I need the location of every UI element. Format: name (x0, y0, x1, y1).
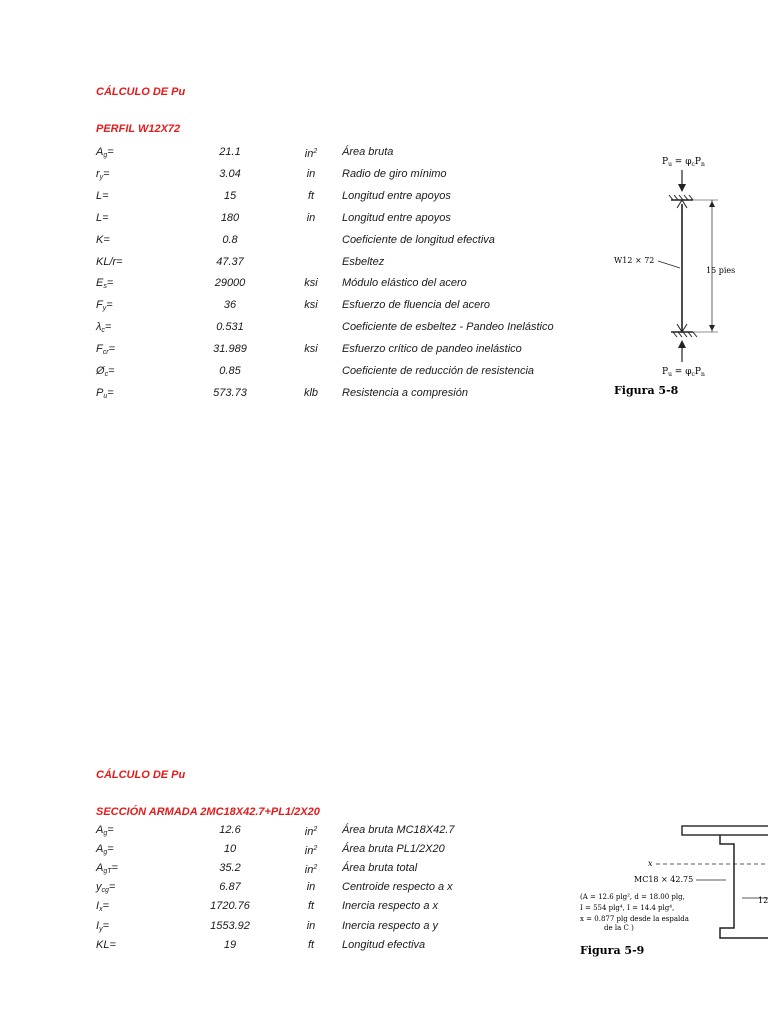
description-cell: Resistencia a compresión (342, 386, 468, 399)
table-row (0, 143, 600, 161)
value-cell: 21.1 (219, 146, 241, 158)
symbol-cell: $F_y=$ (96, 299, 113, 313)
value-cell: 31.989 (213, 343, 247, 356)
unit-cell: ft (307, 938, 315, 951)
description-cell: Longitud entre apoyos (342, 211, 451, 224)
unit-cell: $in^2$ (304, 826, 318, 838)
description-cell: Longitud entre apoyos (342, 189, 451, 202)
figure2-caption: Figura 5-9 (580, 944, 645, 957)
figure1-member-label: W12 × 72 (614, 256, 655, 265)
description-cell: Centroide respecto a x (342, 881, 453, 894)
symbol-cell: KL= (96, 938, 116, 951)
value-cell: 0.8 (222, 233, 238, 246)
symbol-cell: $F_{cr}=$ (96, 343, 116, 357)
description-cell: Longitud efectiva (342, 938, 426, 951)
unit-cell: in (306, 211, 316, 224)
value-cell: 6.87 (219, 881, 241, 894)
value-cell: 19 (223, 938, 237, 951)
table-row (0, 384, 600, 402)
section2-subtitle: SECCIÓN ARMADA 2MC18X42.7+PL1/2X20 (96, 806, 320, 818)
description-cell: Coeficiente de esbeltez - Pandeo Inelástico (342, 321, 554, 334)
symbol-cell: $\lambda_c=$ (96, 321, 112, 335)
value-cell: 12.6 (219, 824, 241, 836)
symbol-cell: $E_s=$ (96, 277, 114, 291)
section1-title: CÁLCULO DE Pu (96, 86, 186, 98)
table-row (0, 840, 600, 858)
unit-cell: ksi (304, 299, 318, 312)
figure1-caption: Figura 5-8 (614, 384, 679, 397)
figure1-top-label: $P_u = \varphi_cP_n$ (662, 157, 705, 168)
unit-cell: in (306, 919, 316, 932)
description-cell: Área bruta total (342, 862, 418, 875)
figure2-axis-label: x (648, 859, 653, 868)
symbol-cell: $A_g=$ (96, 146, 114, 159)
figure2-member-label: MC18 × 42.75 (634, 875, 694, 884)
table-row (0, 209, 600, 227)
description-cell: Radio de giro mínimo (342, 167, 447, 180)
symbol-cell: $r_y=$ (96, 167, 110, 181)
figure2-props-line1: (A = 12.6 plg², d = 18.00 plg, (580, 893, 685, 901)
value-cell: 0.531 (216, 321, 244, 334)
description-cell: Coeficiente de reducción de resistencia (342, 365, 535, 377)
unit-cell: $in^2$ (304, 845, 318, 858)
figure2-props-line4: de la C ) (604, 924, 634, 932)
table-row (0, 917, 600, 935)
symbol-cell: $y_{cg}=$ (96, 881, 116, 895)
description-cell: Inercia respecto a x (342, 900, 438, 913)
table-row (0, 362, 600, 380)
symbol-cell: K= (96, 233, 110, 246)
description-cell: Área bruta (342, 146, 394, 158)
figure1-bottom-label: $P_u = \varphi_cP_n$ (662, 367, 705, 378)
value-cell: 573.73 (213, 386, 247, 399)
value-cell: 3.04 (219, 167, 241, 180)
symbol-cell: $A_g=$ (96, 843, 114, 857)
figure1-dimension-label: 15 pies (706, 266, 736, 275)
symbol-cell: $A_g=$ (96, 824, 114, 837)
symbol-cell: $Ø_c=$ (96, 365, 115, 378)
section2-title: CÁLCULO DE Pu (96, 769, 186, 781)
figure-5-8 (578, 140, 768, 400)
unit-cell: in (306, 881, 316, 894)
table-row (0, 878, 600, 896)
description-cell: Esbeltez (342, 255, 385, 268)
symbol-cell: $P_u=$ (96, 386, 114, 400)
value-cell: 0.85 (219, 365, 241, 377)
value-cell: 10 (223, 843, 237, 856)
table-row (0, 165, 600, 183)
section1-subtitle: PERFIL W12X72 (96, 123, 181, 135)
unit-cell: $in^2$ (304, 864, 318, 877)
symbol-cell: $I_x=$ (96, 900, 109, 914)
table-row (0, 859, 600, 877)
table-row (0, 821, 600, 839)
symbol-cell: L= (96, 189, 109, 202)
symbol-cell: KL/r= (96, 255, 123, 268)
description-cell: Coeficiente de longitud efectiva (342, 233, 495, 246)
description-cell: Esfuerzo de fluencia del acero (342, 299, 490, 312)
symbol-cell: L= (96, 211, 109, 224)
symbol-cell: $A_{gT}=$ (96, 862, 118, 876)
value-cell: 180 (220, 211, 240, 224)
table-row (0, 897, 600, 915)
value-cell: 35.2 (219, 862, 241, 875)
figure2-props-line2: I = 554 plg⁴, I = 14.4 plg⁴, (580, 904, 675, 912)
unit-cell: klb (303, 386, 319, 399)
symbol-cell: $I_y=$ (96, 919, 109, 933)
table-row (0, 231, 600, 249)
description-cell: Área bruta PL1/2X20 (342, 843, 445, 856)
unit-cell: ksi (304, 277, 318, 290)
value-cell: 1553.92 (210, 919, 250, 932)
description-cell: Área bruta MC18X42.7 (342, 824, 455, 836)
table-row (0, 187, 600, 205)
unit-cell: $in^2$ (304, 148, 318, 160)
value-cell: 47.37 (216, 255, 244, 268)
figure2-props-line3: x = 0.877 plg desde la espalda (580, 915, 689, 923)
value-cell: 1720.76 (210, 900, 250, 913)
description-cell: Inercia respecto a y (342, 919, 438, 932)
figure-5-9 (576, 802, 768, 977)
value-cell: 29000 (214, 277, 246, 290)
table-row (0, 318, 600, 336)
table-row (0, 296, 600, 314)
table-row (0, 340, 600, 358)
description-cell: Esfuerzo crítico de pandeo inelástico (342, 343, 522, 356)
unit-cell: ft (307, 189, 315, 202)
unit-cell: ft (307, 900, 315, 913)
value-cell: 15 (223, 189, 237, 202)
table-row (0, 253, 600, 271)
table-row (0, 274, 600, 292)
figure2-side-label: 12 (758, 896, 768, 905)
description-cell: Módulo elástico del acero (342, 277, 467, 290)
unit-cell: in (306, 167, 316, 180)
value-cell: 36 (223, 299, 237, 312)
unit-cell: ksi (304, 343, 318, 356)
table-row (0, 936, 600, 954)
